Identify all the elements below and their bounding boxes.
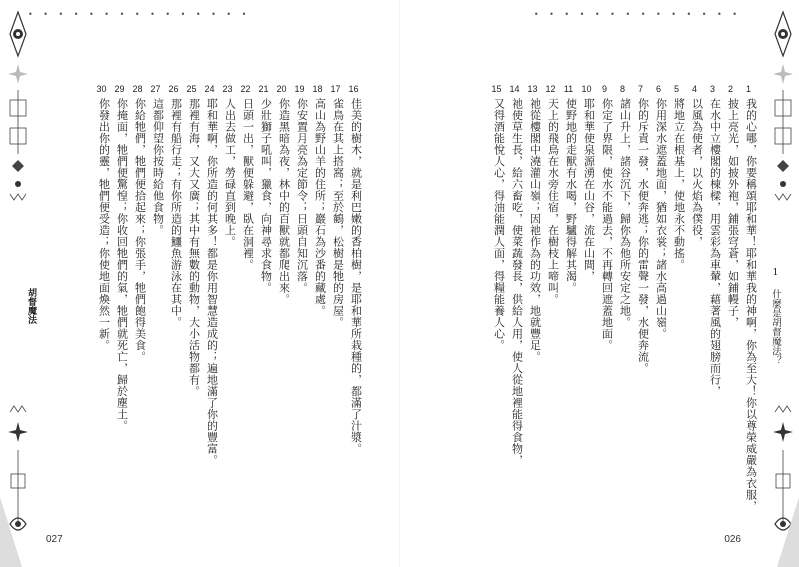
verse-column xyxy=(544,84,560,512)
verse-number: 20 xyxy=(276,84,287,94)
verse-column xyxy=(526,84,542,512)
verse-text: 那裡有海，又大又廣；其中有無數的動物，大小活物都有。 xyxy=(187,98,201,397)
verse-text: 使野地的走獸有水喝，野驢得解其渴。 xyxy=(564,98,578,294)
verse-number: 3 xyxy=(709,84,715,94)
verse-column xyxy=(688,84,704,512)
verse-text: 天上的飛鳥在水旁住宿，在樹枝上啼叫。 xyxy=(546,98,560,305)
verse-text: 少壯獅子吼叫，獵食，向神尋求食物。 xyxy=(259,98,273,294)
verse-text: 你發出你的靈，牠們便受造；你使地面煥然一新。 xyxy=(97,98,111,351)
verse-number: 30 xyxy=(96,84,107,94)
verse-column xyxy=(742,84,758,512)
verse-text: 雀鳥在其上搭窩；至於鶴，松樹是牠的房屋。 xyxy=(331,98,345,328)
page-corner-left xyxy=(0,497,22,567)
verse-number: 24 xyxy=(204,84,215,94)
verse-text: 耶和華使泉源湧在山谷，流在山間， xyxy=(582,98,596,282)
eye-ornament-icon xyxy=(6,4,30,544)
left-page-text xyxy=(48,84,363,466)
verse-text: 又得酒能悅人心，得油能潤人面，得糧能養人心。 xyxy=(492,98,506,351)
verse-text: 這都仰望你按時給他食物。 xyxy=(151,98,165,236)
verse-text: 人出去做工，勞碌直到晚上。 xyxy=(223,98,237,248)
verse-column xyxy=(167,84,183,466)
verse-text: 那裡有船行走；有你所造的鱷魚游泳在其中。 xyxy=(169,98,183,328)
verse-column xyxy=(706,84,722,512)
verse-column xyxy=(131,84,147,466)
verse-text: 日頭一出，獸便躲避，臥在洞裡。 xyxy=(241,98,255,271)
verse-number: 13 xyxy=(527,84,538,94)
header-dots-left: • • • • • • • • • • • • • • • xyxy=(28,10,251,19)
page-number-right: 026 xyxy=(724,534,741,545)
verse-column xyxy=(257,84,273,466)
verse-column xyxy=(724,84,740,512)
verse-column xyxy=(95,84,111,466)
verse-number: 4 xyxy=(691,84,697,94)
verse-column xyxy=(508,84,524,512)
verse-number: 11 xyxy=(563,84,574,94)
verse-text: 以風為使者，以火焰為僕役， xyxy=(690,98,704,248)
verse-column xyxy=(239,84,255,466)
verse-column xyxy=(580,84,596,512)
page-corner-right xyxy=(777,497,799,567)
verse-column xyxy=(490,84,506,512)
verse-number: 7 xyxy=(637,84,643,94)
verse-number: 16 xyxy=(348,84,359,94)
verse-column xyxy=(616,84,632,512)
page-gutter xyxy=(399,0,400,567)
verse-number: 19 xyxy=(294,84,305,94)
verse-text: 你的斥責一發，水便奔逃；你的雷聲一發，水便奔流。 xyxy=(636,98,650,374)
verse-number: 15 xyxy=(491,84,502,94)
verse-column xyxy=(652,84,668,512)
verse-number: 6 xyxy=(655,84,661,94)
verse-text: 你用深水遮蓋地面，猶如衣裳；諸水高過山嶺。 xyxy=(654,98,668,340)
verse-text: 你定了界限，使水不能過去，不再轉回遮蓋地面。 xyxy=(600,98,614,351)
verse-column xyxy=(221,84,237,466)
verse-number: 12 xyxy=(545,84,556,94)
running-book-title: 胡督魔法 xyxy=(26,288,36,324)
verse-text: 佳美的樹木，就是利巴嫩的香柏樹，是耶和華所栽種的，都滿了汁漿。 xyxy=(349,98,363,455)
verse-text: 你掩面，牠們便驚惶；你收回牠們的氣，牠們就死亡，歸於塵土。 xyxy=(115,98,129,432)
right-page-text xyxy=(435,84,758,512)
verse-number: 2 xyxy=(727,84,733,94)
verse-number: 27 xyxy=(150,84,161,94)
verse-number: 9 xyxy=(601,84,607,94)
verse-column xyxy=(598,84,614,512)
verse-number: 1 xyxy=(745,84,751,94)
verse-number: 21 xyxy=(258,84,269,94)
verse-column xyxy=(275,84,291,466)
verse-number: 26 xyxy=(168,84,179,94)
verse-text: 高山為野山羊的住所；巖石為沙番的藏處。 xyxy=(313,98,327,317)
verse-text: 你造黑暗為夜，林中的百獸就都爬出來。 xyxy=(277,98,291,305)
verse-column xyxy=(311,84,327,466)
verse-column xyxy=(670,84,686,512)
verse-number: 28 xyxy=(132,84,143,94)
verse-number: 17 xyxy=(330,84,341,94)
verse-text: 祂使草生長，給六畜吃，使菜蔬發長，供給人用，使人從地裡能得食物， xyxy=(510,98,524,466)
verse-number: 10 xyxy=(581,84,592,94)
verse-number: 18 xyxy=(312,84,323,94)
verse-column xyxy=(149,84,165,466)
verse-text: 耶和華啊，你所造的何其多！都是你用智慧造成的；遍地滿了你的豐富。 xyxy=(205,98,219,466)
verse-column xyxy=(347,84,363,466)
verse-column xyxy=(113,84,129,466)
header-dots-right: • • • • • • • • • • • • • • xyxy=(533,10,741,19)
verse-text: 諸山升上，諸谷沉下，歸你為他所安定之地。 xyxy=(618,98,632,328)
page-number-left: 027 xyxy=(46,534,63,545)
verse-number: 8 xyxy=(619,84,625,94)
verse-number: 25 xyxy=(186,84,197,94)
verse-column xyxy=(634,84,650,512)
verse-text: 披上亮光，如披外袍，鋪張穹蒼，如鋪幔子， xyxy=(726,98,740,328)
verse-column xyxy=(293,84,309,466)
verse-number: 5 xyxy=(673,84,679,94)
verse-column xyxy=(562,84,578,512)
verse-text: 你給牠們，牠們便拾起來；你張手，牠們飽得美食。 xyxy=(133,98,147,363)
verse-number: 22 xyxy=(240,84,251,94)
verse-text: 在水中立樓閣的棟樑，用雲彩為車輦，藉著風的翅膀而行， xyxy=(708,98,722,397)
verse-number: 23 xyxy=(222,84,233,94)
verse-column xyxy=(203,84,219,466)
verse-number: 29 xyxy=(114,84,125,94)
verse-number: 14 xyxy=(509,84,520,94)
verse-text: 你安置月亮為定節令；日頭自知沉落。 xyxy=(295,98,309,294)
verse-text: 我的心哪，你要稱頌耶和華！耶和華我的神啊，你為至大！你以尊榮威嚴為衣服， xyxy=(744,98,758,512)
verse-text: 將地立在根基上，使地永不動搖。 xyxy=(672,98,686,271)
verse-column xyxy=(329,84,345,466)
verse-text: 祂從樓閣中澆灌山嶺；因祂作為的功效，地就豐足。 xyxy=(528,98,542,363)
verse-column xyxy=(185,84,201,466)
section-title: 1 什麼是胡督魔法？ xyxy=(770,267,781,365)
